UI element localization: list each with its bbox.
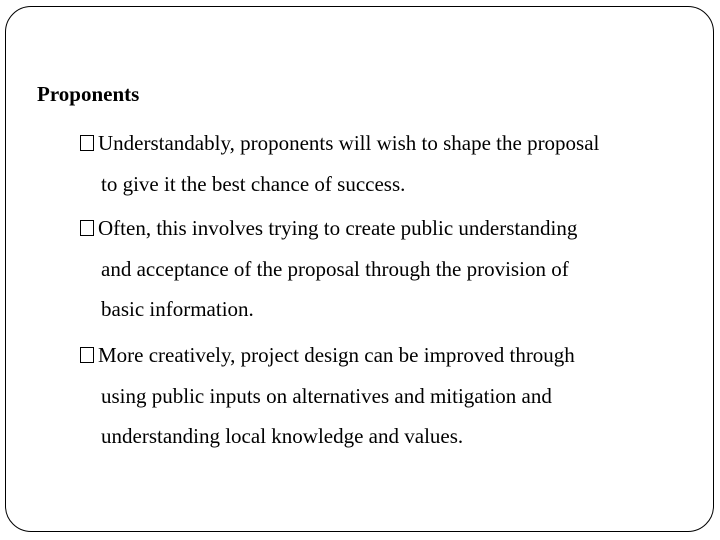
bullet-text: More creatively, project design can be improved through [98, 343, 575, 367]
slide-title: Proponents [37, 82, 140, 106]
bullet-text: Understandably, proponents will wish to shape the proposal [98, 131, 600, 155]
checkbox-bullet-icon [80, 347, 94, 363]
bullet-item [80, 208, 700, 330]
bullet-item [80, 123, 700, 204]
bullet-first-line [80, 123, 700, 164]
bullet-first-line [80, 208, 700, 249]
bullet-text: using public inputs on alternatives and mitigation and [101, 383, 552, 408]
bullet-text: understanding local knowledge and values. [101, 424, 464, 448]
checkbox-bullet-icon [80, 135, 94, 151]
bullet-first-line [80, 335, 700, 376]
checkbox-bullet-icon [80, 220, 94, 236]
bullet-text: basic information. [101, 297, 254, 321]
bullet-item [80, 335, 700, 457]
bullet-text: Often, this involves trying to create public understanding [98, 216, 578, 240]
bullet-text: and acceptance of the proposal through the provision of [101, 256, 569, 281]
bullet-text: to give it the best chance of success. [101, 171, 406, 196]
